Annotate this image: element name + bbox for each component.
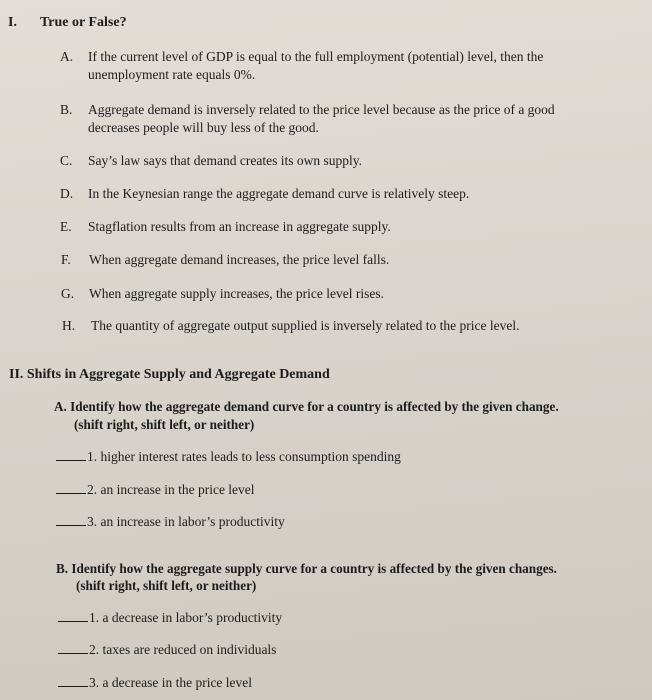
tf-item-a-line1: If the current level of GDP is equal to the full employment (potential) level, then the [88,49,544,64]
part-b-item-3-text: 3. a decrease in the price level [89,675,253,690]
tf-item-b-line2: decreases people will buy less of the good. [88,120,319,135]
section-2-title: II. Shifts in Aggregate Supply and Aggregate Demand [9,367,330,382]
part-a-instruction-line2: (shift right, shift left, or neither) [74,417,255,432]
section-1-title: True or False? [40,15,127,30]
section-1-number: I. [8,15,17,30]
answer-blank[interactable] [58,641,88,654]
tf-item-f-letter: F. [61,252,71,267]
part-a-item-1 [56,448,401,466]
part-a-instruction-line1: A. Identify how the aggregate demand curve for a country is affected by the given change. [54,399,559,414]
part-a-item-2-text: 2. an increase in the price level [87,482,255,497]
part-b-item-2-text: 2. taxes are reduced on individuals [89,642,277,657]
answer-blank[interactable] [56,448,86,461]
tf-item-a-line2: unemployment rate equals 0%. [88,67,256,82]
tf-item-c-letter: C. [60,153,73,168]
answer-blank[interactable] [56,481,86,494]
tf-item-d-letter: D. [60,186,74,201]
tf-item-f-line1: When aggregate demand increases, the price level falls. [89,252,390,267]
tf-item-c-line1: Say’s law says that demand creates its own supply. [88,153,362,168]
part-b-item-1-text: 1. a decrease in labor’s productivity [89,610,283,625]
answer-blank[interactable] [58,609,88,622]
tf-item-h-line1: The quantity of aggregate output supplied is inversely related to the price level. [91,318,520,333]
part-b-item-2 [58,641,276,659]
part-a-item-3-text: 3. an increase in labor’s productivity [87,514,285,529]
tf-item-g-letter: G. [61,286,75,301]
tf-item-b-line1: Aggregate demand is inversely related to the price level because as the price of a good [88,102,555,117]
tf-item-b-letter: B. [60,102,73,117]
tf-item-e-line1: Stagflation results from an increase in aggregate supply. [88,219,391,234]
answer-blank[interactable] [56,513,86,526]
part-b-item-3 [58,674,252,692]
part-b-item-1 [58,609,282,627]
part-a-item-3 [56,513,285,531]
part-a-item-1-text: 1. higher interest rates leads to less consumption spending [87,449,401,464]
part-b-instruction-line2: (shift right, shift left, or neither) [76,578,257,593]
tf-item-h-letter: H. [62,318,76,333]
tf-item-e-letter: E. [60,219,72,234]
answer-blank[interactable] [58,674,88,687]
tf-item-d-line1: In the Keynesian range the aggregate demand curve is relatively steep. [88,186,470,201]
part-b-instruction-line1: B. Identify how the aggregate supply curve for a country is affected by the given changes. [56,561,557,576]
tf-item-g-line1: When aggregate supply increases, the price level rises. [89,286,385,301]
part-a-item-2 [56,481,255,499]
tf-item-a-letter: A. [60,49,74,64]
